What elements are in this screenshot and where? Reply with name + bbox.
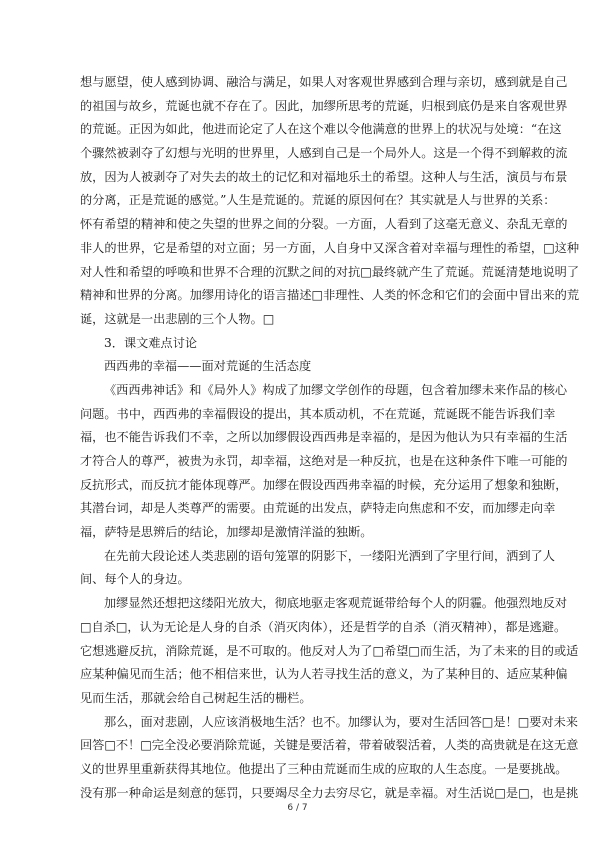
text-line: 福，萨特是思辨后的结论，加缪却是激情洋溢的独断。 — [80, 525, 373, 540]
text-line: 诞，这就是一出悲剧的三个人物。□ — [80, 311, 275, 326]
text-line: 福，也不能告诉我们不幸，之所以加缪假设西西弗是幸福的，是因为他认为只有幸福的生活 — [80, 430, 568, 445]
text-line: 它想逃避反抗，消除荒诞，是不可取的。他反对人为了□希望□而生活，为了未来的目的或适 — [80, 643, 579, 658]
text-line: 应某种偏见而生活；他不相信来世，认为人若寻找生活的意义，为了某种目的、适应某种偏 — [80, 667, 568, 682]
text-line: 放，因为人被剥夺了对失去的故土的记忆和对福地乐土的希望。这种人与生活，演员与布景 — [80, 169, 568, 184]
text-line: 问题。书中，西西弗的幸福假设的提出，其本质动机，不在荒诞，荒诞既不能告诉我们幸 — [80, 406, 556, 421]
text-line: 对人性和希望的呼唤和世界不合理的沉默之间的对抗□最终就产生了荒诞。荒诞清楚地说明了 — [80, 264, 580, 279]
text-line: □自杀□，认为无论是人身的自杀（消灭肉体），还是哲学的自杀（消灭精神），都是逃避。 — [80, 619, 567, 634]
text-line: 加缪显然还想把这缕阳光放大，彻底地驱走客观荒诞带给每个人的阴霾。他强烈地反对 — [104, 596, 568, 611]
text-line: 没有那一种命运是刻意的惩罚，只要竭尽全力去穷尽它，就是幸福。对生活说□是□，也是挑 — [80, 785, 579, 800]
text-line: 《西西弗神话》和《局外人》构成了加缪文学创作的母题，包含着加缪未来作品的核心 — [104, 382, 568, 397]
text-line: 的祖国与故乡，荒诞也就不存在了。因此，加缪所思考的荒诞，归根到底仍是来自客观世界 — [80, 98, 568, 113]
text-line: 义的世界里重新获得其地位。他提出了三种由荒诞而生成的应取的人生态度。一是要挑战。 — [80, 761, 568, 776]
page-number: 6 / 7 — [287, 803, 308, 813]
text-line: 精神和世界的分离。加缪用诗化的语言描述□非理性、人类的怀念和它们的会面中冒出来的荒 — [80, 288, 580, 303]
text-line: 见而生活，那就会给自己树起生活的栅栏。 — [80, 690, 312, 705]
text-line: 反抗形式，而反抗才能体现尊严。加缪在假设西西弗幸福的时候，充分运用了想象和独断， — [80, 477, 568, 492]
body-text — [80, 71, 580, 805]
text-line: 的荒诞。正因为如此，他进而论定了人在这个难以令他满意的世界上的状况与处境：“在这 — [80, 122, 562, 137]
text-line: 个骤然被剥夺了幻想与光明的世界里，人感到自己是一个局外人。这是一个得不到解救的流 — [80, 146, 568, 161]
text-line: 怀有希望的精神和使之失望的世界之间的分裂。一方面，人看到了这毫无意义、杂乱无章的 — [80, 217, 568, 232]
text-line: 的分离，正是荒诞的感觉。”人生是荒诞的。荒诞的原因何在？其实就是人与世界的关系： — [80, 193, 556, 208]
text-line: 才符合人的尊严，被贵为永罚，却幸福，这绝对是一种反抗，也是在这种条件下唯一可能的 — [80, 454, 568, 468]
text-line: 在先前大段论述人类悲剧的语句笼罩的阴影下，一缕阳光洒到了字里行间，洒到了人 — [104, 548, 555, 563]
text-line: 想与愿望，使人感到协调、融洽与满足，如果人对客观世界感到合理与亲切，感到就是自己 — [80, 75, 568, 89]
text-line: 非人的世界，它是希望的对立面；另一方面，人自身中又深含着对幸福与理性的希望，□这种 — [80, 240, 580, 255]
section-heading: 3．课文难点讨论 — [104, 335, 198, 350]
text-line: 间、每个人的身边。 — [80, 572, 190, 587]
subsection-heading: 西西弗的幸福——面对荒诞的生活态度 — [104, 359, 312, 374]
text-line: 那么，面对悲剧，人应该消极地生活？也不。加缪认为，要对生活回答□是！□要对未来 — [104, 714, 578, 729]
text-line: 回答□不！□完全没必要消除荒诞，关键是要活着，带着破裂活着，人类的高贵就是在这无意 — [80, 738, 579, 753]
text-line: 其潜台词，却是人类尊严的需要。由荒诞的出发点，萨特走向焦虑和不安，而加缪走向幸 — [80, 501, 556, 516]
